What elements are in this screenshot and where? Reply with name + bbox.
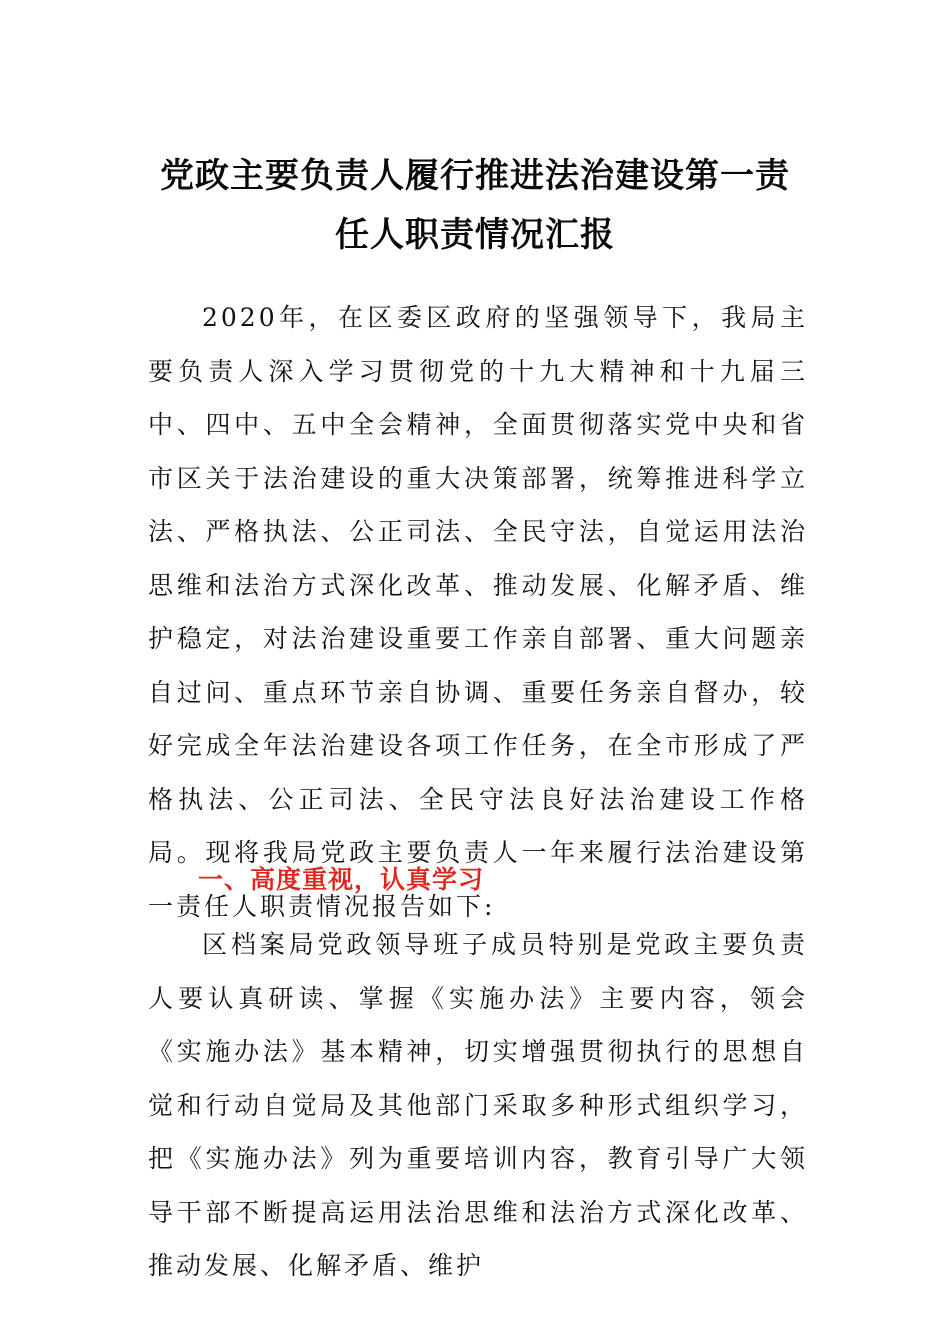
document-title-line-2: 任人职责情况汇报 [335, 215, 615, 255]
intro-paragraph: 2020年，在区委区政府的坚强领导下，我局主要负责人深入学习贯彻党的十九大精神和十九届三中、四中、五中全会精神，全面贯彻落实党中央和省市区关于法治建设的重大决策部署，统筹推进科学立法、严格执法、公正司法、全民守法，自觉运用法治思维和法治方式深化改革、推动发展、化解矛盾、维护稳定，对法治建设重要工作亲自部署、重大问题亲自过问、重点环节亲自协调、重要任务亲自督办，较好完成全年法治建设各项工作任务，在全市形成了严格执法、公正司法、全民守法良好法治建设工作格局。现将我局党政主要负责人一年来履行法治建设第一责任人职责情况报告如下: [148, 303, 808, 921]
document-title-line-1: 党政主要负责人履行推进法治建设第一责 [160, 156, 790, 196]
section-1-paragraph: 区档案局党政领导班子成员特别是党政主要负责人要认真研读、掌握《实施办法》主要内容，领会《实施办法》基本精神，切实增强贯彻执行的思想自觉和行动自觉局及其他部门采取多种形式组织学习，把《实施办法》列为重要培训内容，教育引导广大领导干部不断提高运用法治思维和法治方式深化改革、推动发展、化解矛盾、维护 [148, 930, 808, 1280]
section-heading-1: 一、高度重视，认真学习 [198, 865, 485, 894]
